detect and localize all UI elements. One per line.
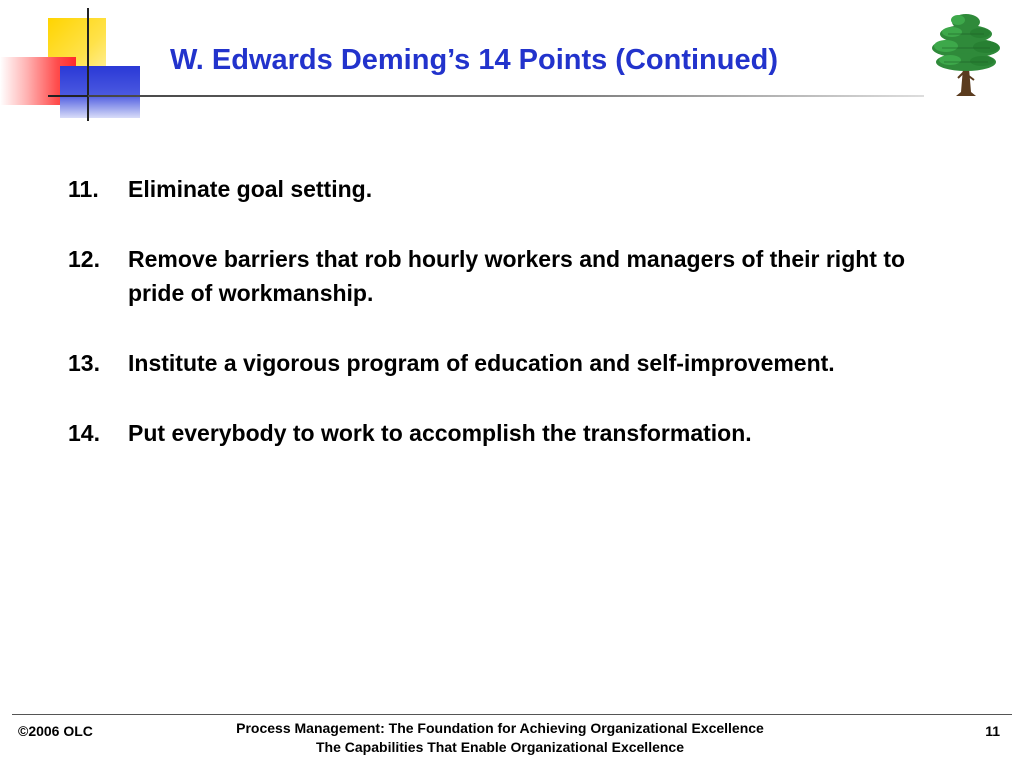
point-number: 11. (68, 176, 99, 202)
point-text: Institute a vigorous program of education and self-improvement. (128, 350, 835, 376)
deming-points-list (60, 172, 960, 486)
list-item (60, 346, 960, 380)
point-number: 13. (68, 350, 100, 376)
footer-copyright: ©2006 OLC (18, 723, 93, 739)
point-text: Remove barriers that rob hourly workers and managers of their right to pride of workmanship. (128, 246, 906, 306)
list-item (60, 416, 960, 450)
tree-icon (928, 8, 1004, 98)
point-text: Put everybody to work to accomplish the transformation. (128, 420, 752, 446)
point-number: 12. (68, 246, 100, 272)
point-number: 14. (68, 420, 100, 446)
slide-title: W. Edwards Deming’s 14 Points (Continued) (170, 44, 778, 76)
decorative-vertical-line (87, 8, 89, 121)
footer-caption-line2: The Capabilities That Enable Organizational Excellence (316, 739, 684, 755)
title-divider (88, 95, 924, 97)
list-item (60, 242, 960, 310)
footer-divider (12, 714, 1012, 715)
page-number: 11 (985, 723, 1000, 739)
decorative-blue-block (60, 66, 140, 118)
list-item (60, 172, 960, 206)
footer-caption-line1: Process Management: The Foundation for Achieving Organizational Excellence (236, 720, 764, 736)
footer-caption (150, 719, 850, 757)
point-text: Eliminate goal setting. (128, 176, 373, 202)
